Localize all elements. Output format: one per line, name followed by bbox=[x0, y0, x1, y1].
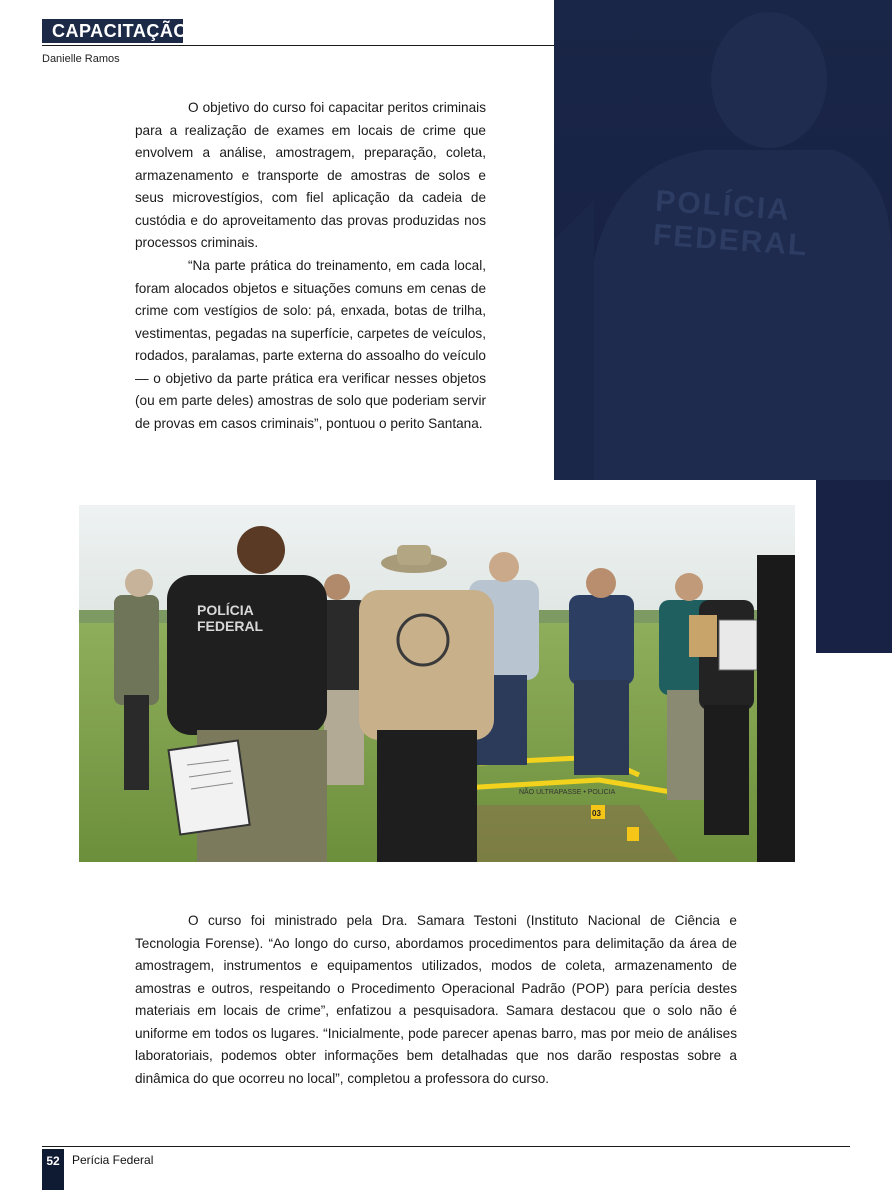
field-training-photo bbox=[79, 505, 795, 862]
page-number: 52 bbox=[42, 1149, 64, 1190]
background-photo-panel-extension bbox=[816, 480, 892, 653]
section-tag: CAPACITAÇÃO bbox=[42, 19, 183, 43]
background-vest-text bbox=[652, 185, 812, 264]
background-vest-line2: FEDERAL bbox=[651, 218, 810, 263]
vest-text-line1: POLÍCIA bbox=[197, 602, 254, 618]
author-byline: Danielle Ramos bbox=[42, 53, 120, 65]
article-paragraph-2: “Na parte prática do treinamento, em cada local, foram alocados objetos e situações comuns em cenas de crime com vestígios de solo: pá, enxada, botas de trilha, vestimentas, pegadas na superfície, carpetes de veículos, rodados, paralamas, parte externa do assoalho do veículo — o objetivo da parte prática era verificar nesses objetos (ou em parte deles) amostras de solo que poderiam servir de provas em casos criminais”, pontuou o perito Santana. bbox=[135, 258, 486, 431]
vest-text-line2: FEDERAL bbox=[197, 618, 264, 634]
article-paragraph-3: O curso foi ministrado pela Dra. Samara Testoni (Instituto Nacional de Ciência e Tecnologia Forense). “Ao longo do curso, abordamos procedimentos para delimitação da área de amostragem, instrumentos e equipamentos utilizados, modos de coleta, armazenamento de amostras e outros, respeitando o Procedimento Operacional Padrão (POP) para perícia destes materiais em locais de crime”, enfatizou a pesquisadora. Samara destacou que o solo não é uniforme em todos os lugares. “Inicialmente, pode parecer apenas barro, mas por meio de análises laboratoriais, podemos obter informações bem detalhadas que nos darão respostas sobre a dinâmica do que ocorreu no local”, completou a professora do curso. bbox=[135, 913, 737, 1086]
caution-tape-text: NÃO ULTRAPASSE • POLICIA bbox=[519, 789, 616, 796]
background-photo-panel bbox=[554, 0, 892, 480]
article-paragraph-1: O objetivo do curso foi capacitar peritos criminais para a realização de exames em locais de crime que envolvem a análise, amostragem, preparação, coleta, armazenamento e transporte de amostras de solos e seus microvestígios, com fiel aplicação da cadeia de custódia e do aproveitamento das provas produzidas nos processos criminais. bbox=[135, 100, 486, 250]
footer-divider bbox=[42, 1146, 850, 1147]
publication-name: Perícia Federal bbox=[72, 1153, 154, 1167]
background-vest-line1: POLÍCIA bbox=[654, 184, 792, 228]
field-training-photo-illustration bbox=[79, 505, 795, 862]
evidence-marker-label: 03 bbox=[592, 809, 601, 818]
